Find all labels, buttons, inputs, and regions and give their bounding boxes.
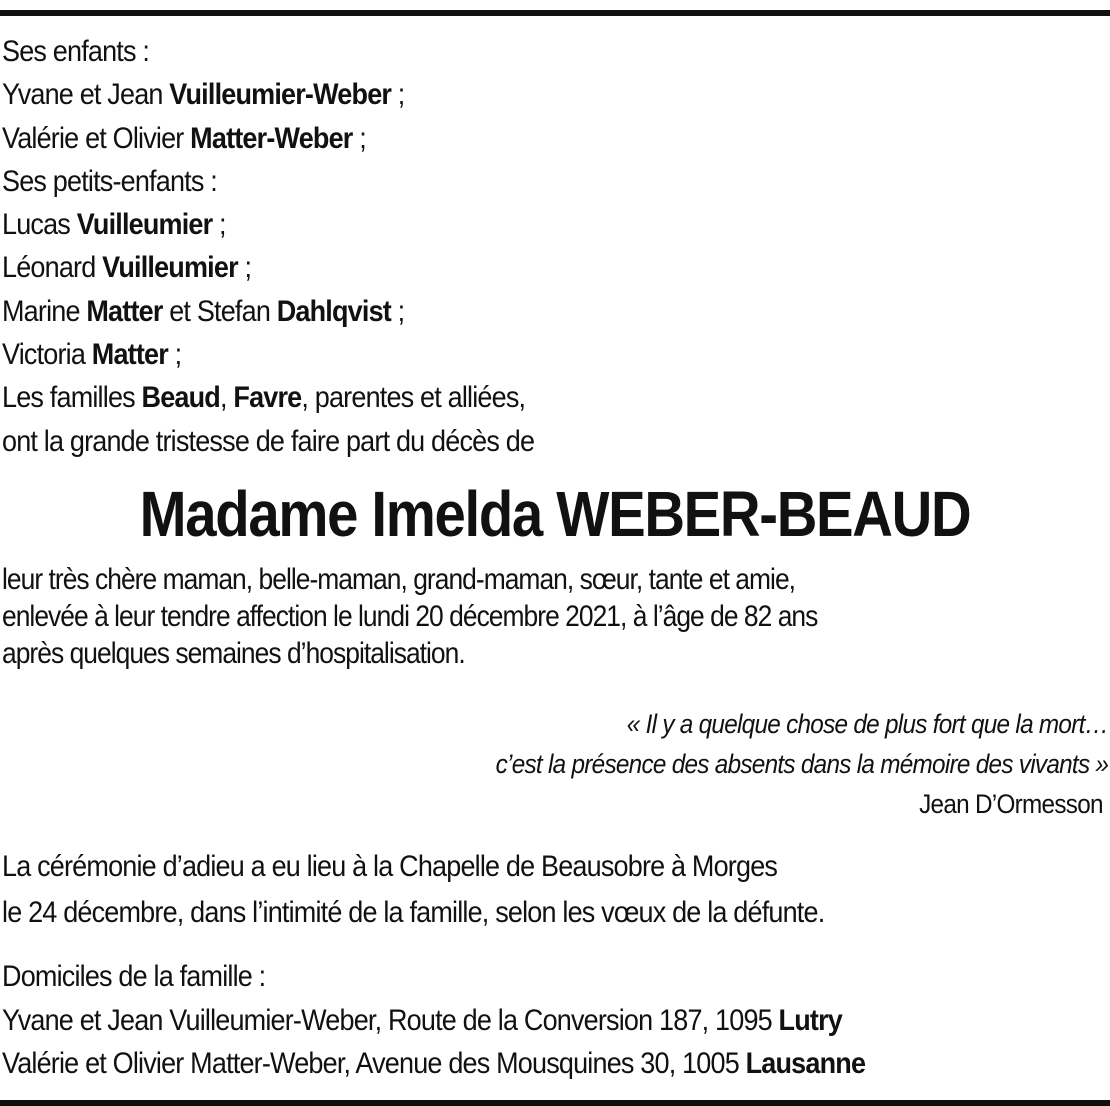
grandchild-entry: Léonard Vuilleumier ; bbox=[2, 251, 252, 285]
grandchild-entry: Marine Matter et Stefan Dahlqvist ; bbox=[2, 294, 405, 328]
surname: Dahlqvist bbox=[276, 294, 391, 328]
surname: Vuilleumier bbox=[76, 208, 213, 242]
domicile-address: Yvane et Jean Vuilleumier-Weber, Route de la Conversion 187, 1095 Lutry bbox=[2, 1003, 843, 1037]
quotation bbox=[0, 704, 1110, 824]
surname: Matter bbox=[86, 294, 163, 328]
families-line: Les familles Beaud, Favre, parentes et alliées, bbox=[2, 381, 526, 415]
grandchild-entry: Victoria Matter ; bbox=[2, 338, 182, 372]
quote-author: Jean D’Ormesson bbox=[919, 789, 1103, 819]
surname: Vuilleumier bbox=[102, 251, 238, 285]
deceased-name: Madame Imelda WEBER-BEAUD bbox=[139, 478, 971, 550]
children-heading: Ses enfants : bbox=[2, 35, 150, 68]
quote-line: c’est la présence des absents dans la mémoire des vivants » bbox=[495, 749, 1109, 779]
domicile-address: Valérie et Olivier Matter-Weber, Avenue des Mousquines 30, 1005 Lausanne bbox=[2, 1047, 866, 1080]
grandchildren-heading: Ses petits-enfants : bbox=[2, 164, 217, 198]
family-list bbox=[2, 30, 1110, 463]
announcement-line: ont la grande tristesse de faire part du décès de bbox=[2, 424, 535, 458]
surname: Matter bbox=[91, 338, 168, 372]
child-entry: Yvane et Jean Vuilleumier-Weber ; bbox=[2, 78, 405, 112]
domicile-city: Lutry bbox=[778, 1003, 843, 1037]
ceremony-info bbox=[2, 844, 1110, 936]
top-border-rule bbox=[0, 10, 1110, 16]
ceremony-line: le 24 décembre, dans l’intimité de la famille, selon les vœux de la défunte. bbox=[2, 896, 825, 929]
family-domiciles bbox=[2, 955, 1110, 1086]
ceremony-line: La cérémonie d’adieu a eu lieu à la Chapelle de Beausobre à Morges bbox=[2, 850, 778, 883]
bottom-border-rule bbox=[0, 1100, 1110, 1106]
child-entry: Valérie et Olivier Matter-Weber ; bbox=[2, 121, 366, 155]
domiciles-heading: Domiciles de la famille : bbox=[2, 960, 266, 993]
family-name: Favre bbox=[233, 381, 302, 415]
description-line: leur très chère maman, belle-maman, grand-maman, sœur, tante et amie, bbox=[2, 563, 796, 596]
quote-line: « Il y a quelque chose de plus fort que la mort… bbox=[626, 709, 1109, 739]
description-line: après quelques semaines d’hospitalisation. bbox=[2, 637, 465, 670]
description-line: enlevée à leur tendre affection le lundi 20 décembre 2021, à l’âge de 82 ans bbox=[2, 600, 818, 633]
description bbox=[2, 561, 1110, 672]
grandchild-entry: Lucas Vuilleumier ; bbox=[2, 208, 226, 242]
domicile-city: Lausanne bbox=[745, 1047, 866, 1080]
family-name: Beaud bbox=[141, 381, 220, 415]
surname: Vuilleumier-Weber bbox=[169, 78, 392, 112]
surname: Matter-Weber bbox=[190, 121, 353, 155]
